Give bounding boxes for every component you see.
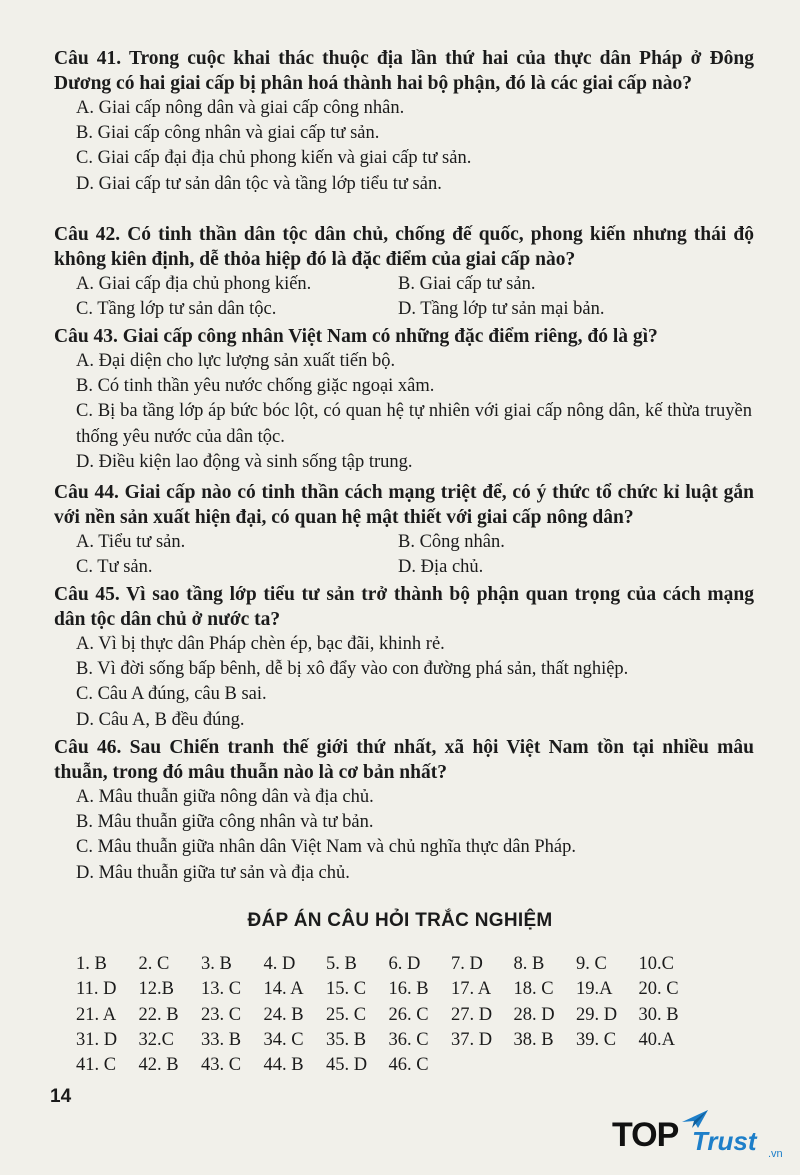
answer-row (76, 1053, 701, 1078)
option-row (76, 272, 800, 297)
option-b: B. Giai cấp tư sản. (398, 274, 536, 294)
answer-cell: 42. B (138, 1055, 179, 1076)
answer-cell: 39. C (576, 1029, 617, 1050)
answer-key-title: ĐÁP ÁN CÂU HỎI TRẮC NGHIỆM (247, 910, 553, 931)
option-d: D. Địa chủ. (398, 557, 484, 578)
toptrust-logo (612, 1108, 792, 1168)
answer-cell: 46. C (388, 1055, 429, 1076)
answer-cell: 3. B (201, 954, 232, 974)
answer-cell: 33. B (201, 1029, 242, 1050)
answer-cell: 14. A (263, 979, 304, 1000)
option-a: A. Giai cấp nông dân và giai cấp công nhân. (76, 98, 405, 118)
answer-cell: 40.A (638, 1029, 675, 1050)
option-b: B. Có tinh thần yêu nước chống giặc ngoại xâm. (76, 376, 435, 397)
answer-row (76, 952, 701, 977)
option-c: C. Giai cấp đại địa chủ phong kiến và giai cấp tư sản. (76, 148, 472, 169)
answer-cell: 44. B (263, 1055, 304, 1076)
option-d: D. Tầng lớp tư sản mại bản. (398, 299, 605, 320)
question-44 (0, 480, 800, 580)
answer-cell: 5. B (326, 954, 357, 974)
answer-key-table (76, 952, 701, 1078)
answer-row (76, 1028, 701, 1053)
option-a: A. Giai cấp địa chủ phong kiến. (76, 274, 312, 294)
option-d: D. Mâu thuẫn giữa tư sản và địa chủ. (76, 862, 350, 883)
answer-cell: 7. D (451, 954, 483, 974)
answer-cell: 13. C (201, 979, 242, 1000)
question-title: Câu 44. Giai cấp nào có tinh thần cách mạng triệt để, có ý thức tổ chức kỉ luật gắn với nền sản xuất hiện đại, có quan hệ mật thiết với giai cấp nông dân? (54, 482, 754, 528)
question-title: Câu 43. Giai cấp công nhân Việt Nam có những đặc điểm riêng, đó là gì? (54, 326, 658, 347)
option-c: C. Tầng lớp tư sản dân tộc. (76, 299, 277, 320)
answer-cell: 35. B (326, 1029, 367, 1050)
answer-cell: 2. C (138, 954, 170, 974)
option-d: D. Câu A, B đều đúng. (76, 709, 245, 730)
answer-cell: 6. D (388, 954, 421, 974)
answer-cell: 32.C (138, 1029, 174, 1050)
answer-cell: 34. C (263, 1029, 304, 1050)
option-b: B. Vì đời sống bấp bênh, dễ bị xô đẩy vào con đường phá sản, thất nghiệp. (76, 659, 629, 680)
option-a: A. Tiểu tư sản. (76, 532, 186, 552)
answer-cell: 20. C (638, 979, 679, 1000)
answer-cell: 30. B (638, 1004, 679, 1025)
answer-cell: 19.A (576, 979, 613, 1000)
answer-cell: 16. B (388, 979, 429, 1000)
answer-cell: 9. C (576, 954, 607, 974)
option-row (76, 530, 800, 555)
question-title: Câu 41. Trong cuộc khai thác thuộc địa lần thứ hai của thực dân Pháp ở Đông Dương có hai giai cấp bị phân hoá thành hai bộ phận, đó là các giai cấp nào? (54, 48, 754, 94)
answer-cell: 25. C (326, 1004, 367, 1025)
answer-cell: 31. D (76, 1029, 118, 1050)
answer-cell: 17. A (451, 979, 492, 1000)
page-number: 14 (50, 1086, 72, 1107)
option-c: C. Câu A đúng, câu B sai. (76, 684, 267, 705)
question-45 (0, 582, 800, 733)
option-a: A. Đại diện cho lực lượng sản xuất tiến bộ. (76, 351, 396, 371)
option-b: B. Mâu thuẫn giữa công nhân và tư bản. (76, 812, 374, 833)
answer-cell: 36. C (388, 1029, 429, 1050)
question-title: Câu 45. Vì sao tầng lớp tiểu tư sản trở thành bộ phận quan trọng của cách mạng dân tộc dân chủ ở nước ta? (54, 584, 754, 630)
option-c: C. Bị ba tầng lớp áp bức bóc lột, có quan hệ tự nhiên với giai cấp nông dân, kế thừa truyền thống yêu nước của dân tộc. (76, 401, 752, 447)
option-row (76, 297, 800, 322)
answer-cell: 22. B (138, 1004, 179, 1025)
answer-cell: 28. D (513, 1004, 555, 1025)
answer-cell: 1. B (76, 954, 107, 974)
answer-cell: 38. B (513, 1029, 554, 1050)
answer-cell: 23. C (201, 1004, 242, 1025)
answer-cell: 43. C (201, 1055, 242, 1076)
answer-cell: 27. D (451, 1004, 493, 1025)
answer-cell: 37. D (451, 1029, 493, 1050)
question-43 (0, 324, 800, 475)
answer-row (76, 1003, 701, 1028)
logo-text-trust: Trust (692, 1126, 757, 1156)
answer-cell: 8. B (513, 954, 545, 974)
answer-cell: 21. A (76, 1004, 117, 1025)
option-b: B. Giai cấp công nhân và giai cấp tư sản. (76, 123, 380, 144)
question-42 (0, 222, 800, 322)
answer-cell: 4. D (263, 954, 296, 974)
option-c: C. Mâu thuẫn giữa nhân dân Việt Nam và chủ nghĩa thực dân Pháp. (76, 837, 577, 858)
option-a: A. Mâu thuẫn giữa nông dân và địa chủ. (76, 787, 374, 807)
question-46 (0, 735, 800, 886)
logo-text-vn: .vn (768, 1148, 783, 1160)
option-d: D. Điều kiện lao động và sinh sống tập trung. (76, 451, 413, 472)
question-title: Câu 42. Có tinh thần dân tộc dân chủ, chống đế quốc, phong kiến nhưng thái độ không kiên định, dễ thỏa hiệp đó là đặc điểm của giai cấp nào? (54, 224, 754, 270)
question-41 (0, 46, 800, 197)
option-d: D. Giai cấp tư sản dân tộc và tầng lớp tiểu tư sản. (76, 173, 442, 194)
answer-cell: 41. C (76, 1055, 117, 1076)
answer-cell: 11. D (76, 979, 117, 1000)
option-row (76, 555, 800, 580)
option-b: B. Công nhân. (398, 532, 505, 552)
answer-cell: 29. D (576, 1004, 618, 1025)
option-c: C. Tư sản. (76, 557, 153, 578)
answer-cell: 45. D (326, 1055, 368, 1076)
answer-cell: 15. C (326, 979, 367, 1000)
answer-row (76, 977, 701, 1002)
question-title: Câu 46. Sau Chiến tranh thế giới thứ nhất, xã hội Việt Nam tồn tại nhiều mâu thuẫn, trong đó mâu thuẫn nào là cơ bản nhất? (54, 737, 754, 783)
answer-cell: 10.C (638, 954, 674, 974)
answer-cell: 18. C (513, 979, 554, 1000)
answer-cell: 12.B (138, 979, 174, 1000)
option-a: A. Vì bị thực dân Pháp chèn ép, bạc đãi, khinh rẻ. (76, 634, 445, 654)
logo-text-top: TOP (612, 1116, 679, 1154)
answer-cell: 26. C (388, 1004, 429, 1025)
answer-cell: 24. B (263, 1004, 304, 1025)
